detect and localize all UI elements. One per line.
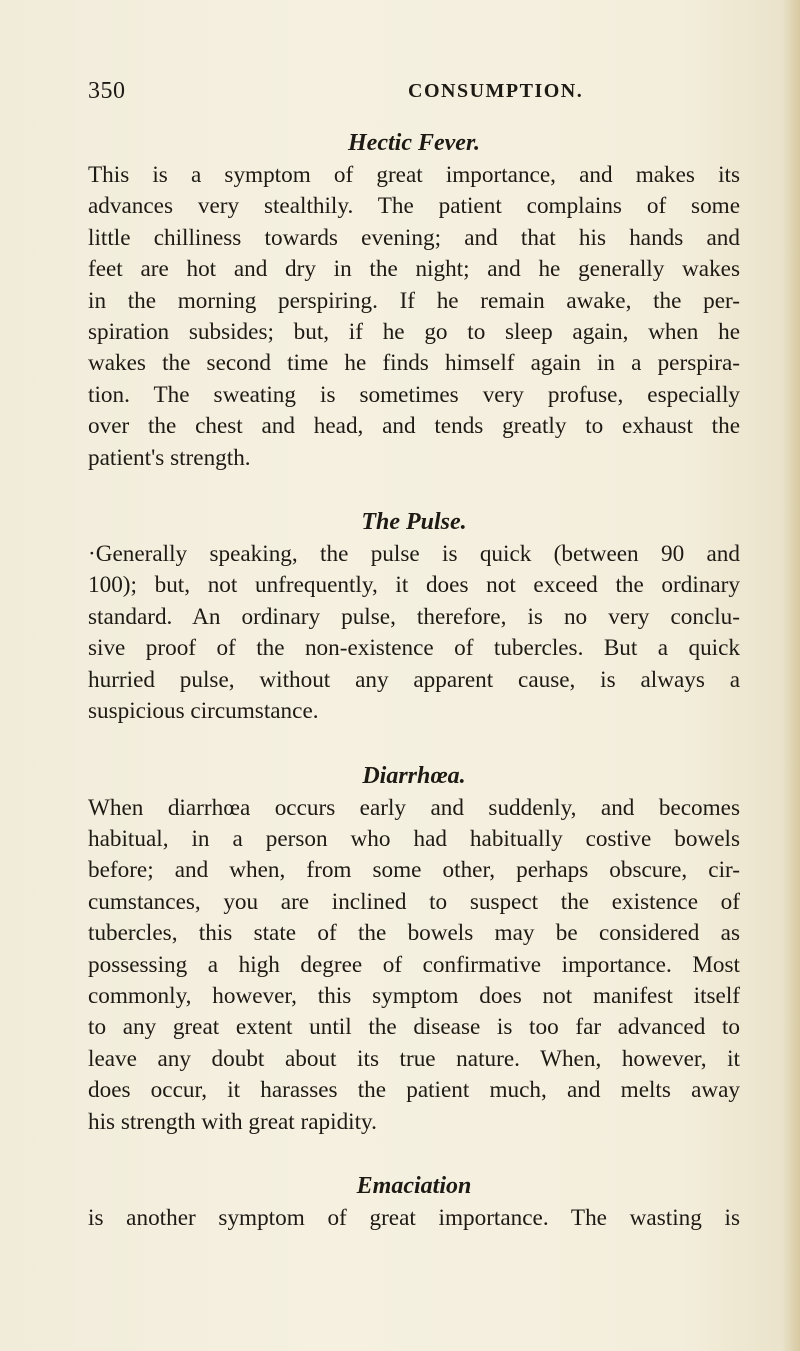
text-line: sive proof of the non-existence of tubercles. But a quick xyxy=(88,635,740,662)
paragraph xyxy=(88,793,740,1138)
text-line: advances very stealthily. The patient complains of some xyxy=(88,193,740,220)
text-line: tion. The sweating is sometimes very profuse, especially xyxy=(88,381,740,408)
text-line: before; and when, from some other, perhaps obscure, cir- xyxy=(88,857,740,884)
text-line: 100); but, not unfrequently, it does not exceed the ordinary xyxy=(88,572,740,599)
text-line: in the morning perspiring. If he remain awake, the per- xyxy=(88,287,740,314)
text-line: When diarrhœa occurs early and suddenly, and becomes xyxy=(88,794,740,821)
page-number: 350 xyxy=(88,78,126,104)
text-line: possessing a high degree of confirmative importance. Most xyxy=(88,951,740,978)
text-line: does occur, it harasses the patient much, and melts away xyxy=(88,1077,740,1104)
text-line: his strength with great rapidity. xyxy=(88,1108,377,1135)
paragraph xyxy=(88,1203,740,1234)
text-line: spiration subsides; but, if he go to sleep again, when he xyxy=(88,319,740,346)
text-line: to any great extent until the disease is too far advanced to xyxy=(88,1014,740,1041)
paragraph xyxy=(88,160,740,474)
paragraph xyxy=(88,539,740,727)
text-line: ·Generally speaking, the pulse is quick (between 90 and xyxy=(88,541,740,568)
section-heading: Emaciation xyxy=(356,1172,472,1199)
section-gap xyxy=(88,1138,740,1169)
text-line: cumstances, you are inclined to suspect the existence of xyxy=(88,888,740,915)
section-diarrhoea xyxy=(88,759,740,1138)
text-line: habitual, in a person who had habitually costive bowels xyxy=(88,825,740,852)
section-heading: The Pulse. xyxy=(361,509,467,536)
section-the-pulse xyxy=(88,505,740,727)
section-hectic-fever xyxy=(88,126,740,474)
text-line: leave any doubt about its true nature. When, however, it xyxy=(88,1045,740,1072)
running-head xyxy=(88,78,738,108)
section-gap xyxy=(88,728,740,759)
text-line: patient's strength. xyxy=(88,444,251,471)
body-text xyxy=(88,126,740,1234)
text-line: This is a symptom of great importance, and makes its xyxy=(88,162,740,188)
text-line: hurried pulse, without any apparent cause, is always a xyxy=(88,666,740,693)
text-line: tubercles, this state of the bowels may be considered as xyxy=(88,920,740,947)
section-gap xyxy=(88,474,740,505)
section-emaciation xyxy=(88,1169,740,1234)
text-line: little chilliness towards evening; and that his hands and xyxy=(88,224,740,251)
text-line: over the chest and head, and tends greatly to exhaust the xyxy=(88,413,740,440)
text-line: wakes the second time he finds himself again in a perspira- xyxy=(88,350,740,377)
text-line: standard. An ordinary pulse, therefore, is no very conclu- xyxy=(88,603,740,630)
text-line: is another symptom of great importance. The wasting is xyxy=(88,1204,740,1231)
running-title: CONSUMPTION. xyxy=(408,80,584,102)
text-line: feet are hot and dry in the night; and he generally wakes xyxy=(88,256,740,283)
section-heading: Hectic Fever. xyxy=(348,130,480,156)
page-edge-shadow xyxy=(782,0,800,1351)
section-heading: Diarrhœa. xyxy=(362,762,466,789)
text-line: suspicious circumstance. xyxy=(88,698,319,725)
text-line: commonly, however, this symptom does not manifest itself xyxy=(88,982,740,1009)
